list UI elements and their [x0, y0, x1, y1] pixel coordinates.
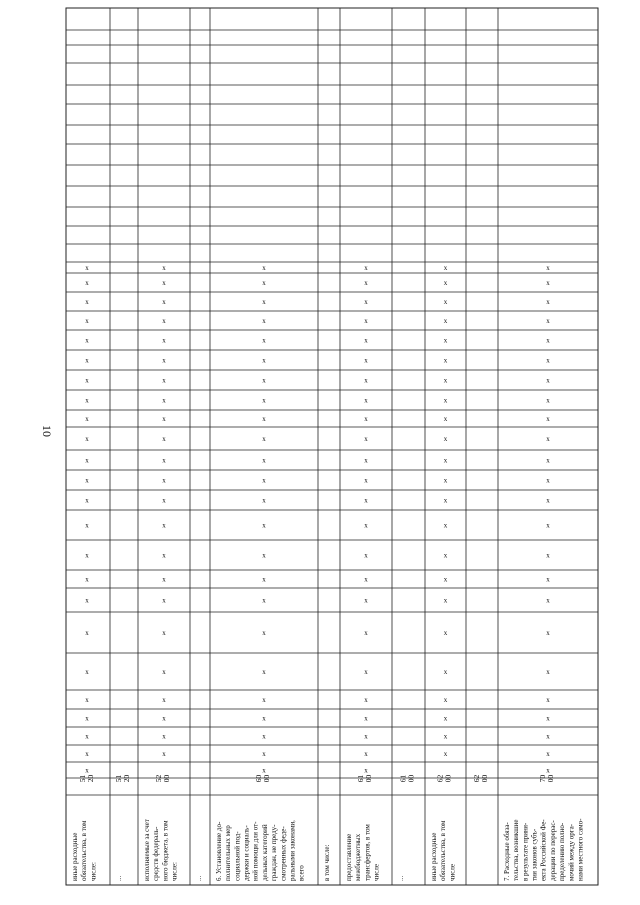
x-mark: x [364, 317, 368, 325]
row-label-line: иные расходные [429, 832, 438, 881]
row-label-line: средств федераль- [152, 826, 161, 881]
x-mark: x [364, 456, 368, 465]
row-label-line: социальной под- [233, 831, 242, 881]
x-mark: x [443, 496, 448, 505]
x-mark: x [443, 279, 448, 287]
x-mark: x [546, 356, 550, 365]
x-mark: x [85, 435, 89, 443]
row-code: 00 [364, 774, 373, 783]
row-label-line: 7. Расходные обяза- [502, 822, 511, 881]
row-label-line: мочий между орга- [567, 823, 576, 881]
row-label-line: обязательства, в том [439, 820, 448, 881]
x-mark: x [162, 264, 166, 272]
x-mark: x [364, 668, 368, 676]
row-label-line: ной помощи для от- [251, 821, 260, 881]
x-mark: x [262, 714, 266, 723]
x-mark: x [85, 264, 89, 272]
x-mark: x [364, 415, 368, 423]
row-label-line: екта Российской Фе- [539, 819, 548, 881]
row-code: 62 [472, 774, 481, 783]
row-code: 61 [356, 774, 365, 783]
row-code: 51 [78, 774, 87, 783]
x-mark: x [162, 696, 166, 704]
x-mark: x [546, 714, 550, 723]
x-mark: x [85, 521, 89, 530]
x-mark: x [162, 376, 166, 385]
x-mark: x [546, 732, 550, 741]
x-mark: x [364, 435, 368, 443]
x-mark: x [85, 336, 89, 345]
row-code: 61 [398, 774, 408, 783]
x-mark: x [262, 766, 266, 775]
x-mark: x [443, 476, 448, 485]
x-mark: x [262, 496, 266, 505]
x-mark: x [364, 396, 368, 405]
x-mark: x [443, 732, 448, 741]
x-mark: x [85, 732, 89, 741]
row-label-line: держки и социаль- [242, 825, 251, 881]
x-mark: x [262, 750, 266, 758]
x-mark: x [443, 696, 448, 704]
x-mark: x [364, 376, 368, 385]
row-label-line: исполняемые за счет [142, 819, 151, 881]
x-mark: x [546, 435, 550, 443]
x-mark: x [364, 298, 368, 306]
x-mark: x [162, 435, 166, 443]
x-mark: x [85, 551, 89, 560]
x-mark: x [443, 456, 448, 465]
row-label-line: обязательства, в том [80, 820, 89, 881]
row-code: 00 [443, 774, 453, 783]
x-mark: x [443, 264, 448, 272]
x-mark: x [262, 298, 266, 306]
x-mark: x [162, 596, 166, 605]
row-code: 00 [480, 774, 489, 783]
row-label-line: межбюджетных [354, 833, 363, 881]
x-mark: x [262, 456, 266, 465]
x-mark: x [162, 317, 166, 325]
x-mark: x [364, 521, 368, 530]
row-label-line: числе [372, 864, 381, 881]
x-mark: x [162, 356, 166, 365]
x-mark: x [546, 376, 550, 385]
x-mark: x [443, 714, 448, 723]
x-mark: x [85, 476, 89, 485]
x-mark: x [546, 279, 550, 287]
row-label-line: числе: [170, 862, 179, 881]
x-mark: x [162, 668, 166, 676]
x-mark: x [546, 521, 550, 530]
x-mark: x [262, 415, 266, 423]
x-mark: x [443, 336, 448, 345]
row-code: 00 [262, 774, 271, 783]
x-mark: x [162, 521, 166, 530]
x-mark: x [262, 336, 266, 345]
x-mark: x [85, 415, 89, 423]
row-label-line: ного бюджета, в том [161, 820, 170, 881]
x-mark: x [546, 456, 550, 465]
x-mark: x [364, 596, 368, 605]
x-mark: x [262, 668, 266, 676]
x-mark: x [443, 521, 448, 530]
x-mark: x [162, 336, 166, 345]
x-mark: x [262, 376, 266, 385]
x-mark: x [85, 298, 89, 306]
row-code: 20 [86, 774, 95, 783]
x-mark: x [546, 476, 550, 485]
x-mark: x [162, 575, 166, 584]
x-mark: x [262, 696, 266, 704]
row-code: 51 [114, 774, 123, 783]
x-mark: x [364, 714, 368, 723]
x-mark: x [162, 496, 166, 505]
x-mark: x [443, 629, 448, 637]
x-mark: x [262, 732, 266, 741]
row-label-line: дерации по перерас- [548, 820, 557, 881]
row-label-line: предоставление [344, 833, 353, 881]
x-mark: x [443, 750, 448, 758]
x-mark: x [443, 298, 448, 306]
row-label-line: числе: [89, 862, 98, 881]
x-mark: x [85, 714, 89, 723]
x-mark: x [443, 551, 448, 560]
x-mark: x [364, 356, 368, 365]
x-mark: x [85, 696, 89, 704]
x-mark: x [162, 396, 166, 405]
row-code: 00 [406, 774, 416, 783]
x-mark: x [443, 396, 448, 405]
x-mark: x [443, 376, 448, 385]
x-mark: x [262, 476, 266, 485]
x-mark: x [546, 766, 550, 775]
x-mark: x [85, 668, 89, 676]
row-label-line: граждан, не преду- [270, 824, 279, 881]
x-mark: x [546, 575, 550, 584]
x-mark: x [364, 696, 368, 704]
x-mark: x [443, 317, 448, 325]
x-mark: x [546, 750, 550, 758]
row-label-line: полнительных мер [224, 825, 233, 881]
x-mark: x [364, 551, 368, 560]
row-code: 62 [435, 774, 445, 783]
x-mark: x [162, 456, 166, 465]
x-mark: x [162, 551, 166, 560]
x-mark: x [85, 750, 89, 758]
x-mark: x [546, 264, 550, 272]
x-mark: x [546, 696, 550, 704]
x-mark: x [262, 396, 266, 405]
row-code: 70 [538, 774, 547, 783]
row-label-line: смотренных феде- [279, 826, 288, 881]
row-label-line: ... [396, 875, 405, 881]
row-label-line: 6. Установление до- [214, 821, 223, 881]
x-mark: x [85, 356, 89, 365]
row-label-line: всего [297, 865, 306, 881]
x-mark: x [162, 298, 166, 306]
row-label-line: ральными законами, [288, 820, 297, 881]
x-mark: x [262, 264, 266, 272]
x-mark: x [262, 575, 266, 584]
x-mark: x [262, 317, 266, 325]
x-mark: x [162, 750, 166, 758]
x-mark: x [162, 415, 166, 423]
x-mark: x [85, 317, 89, 325]
row-label-line: тия законов субъ- [530, 828, 539, 881]
x-mark: x [85, 575, 89, 584]
x-mark: x [546, 317, 550, 325]
x-mark: x [546, 415, 550, 423]
x-mark: x [364, 496, 368, 505]
page-number: 10 [40, 425, 54, 437]
row-label-line: пределению полно- [558, 822, 567, 881]
x-mark: x [443, 596, 448, 605]
x-mark: x [443, 575, 448, 584]
x-mark: x [443, 356, 448, 365]
x-mark: x [546, 496, 550, 505]
x-mark: x [262, 356, 266, 365]
x-mark: x [546, 629, 550, 637]
x-mark: x [262, 279, 266, 287]
row-code: 60 [254, 774, 263, 783]
row-label-line: числе [448, 864, 457, 881]
row-label-line: в том числе: [322, 844, 331, 881]
x-mark: x [546, 596, 550, 605]
row-label-line: в результате приня- [521, 822, 530, 881]
x-mark: x [262, 551, 266, 560]
x-mark: x [262, 629, 266, 637]
x-mark: x [162, 714, 166, 723]
x-mark: x [364, 476, 368, 485]
x-mark: x [443, 668, 448, 676]
row-label-line: дельных категорий [260, 824, 269, 881]
x-mark: x [546, 298, 550, 306]
x-mark: x [364, 279, 368, 287]
x-mark: x [364, 336, 368, 345]
x-mark: x [162, 476, 166, 485]
table-border [66, 8, 598, 885]
x-mark: x [85, 456, 89, 465]
x-mark: x [364, 629, 368, 637]
x-mark: x [162, 732, 166, 741]
x-mark: x [546, 668, 550, 676]
x-mark: x [364, 750, 368, 758]
row-label-line: тельства, возникшие [512, 819, 521, 881]
x-mark: x [162, 279, 166, 287]
x-mark: x [364, 766, 368, 775]
row-label-line: иные расходные [70, 832, 79, 881]
row-label-line: ... [194, 875, 203, 881]
row-label-line: нами местного само- [576, 818, 585, 881]
x-mark: x [85, 596, 89, 605]
row-code: 00 [162, 774, 171, 783]
x-mark: x [546, 396, 550, 405]
x-mark: x [85, 629, 89, 637]
x-mark: x [364, 732, 368, 741]
x-mark: x [85, 279, 89, 287]
x-mark: x [443, 415, 448, 423]
x-mark: x [364, 264, 368, 272]
row-label-line: ... [114, 875, 123, 881]
row-label-line: трансфертов, в том [363, 824, 372, 881]
x-mark: x [546, 551, 550, 560]
x-mark: x [262, 596, 266, 605]
x-mark: x [364, 575, 368, 584]
row-code: 00 [546, 774, 555, 783]
x-mark: x [443, 435, 448, 443]
x-mark: x [262, 521, 266, 530]
x-mark: x [85, 766, 89, 775]
x-mark: x [85, 496, 89, 505]
x-mark: x [85, 376, 89, 385]
x-mark: x [85, 396, 89, 405]
row-code: 20 [122, 774, 131, 783]
x-mark: x [262, 435, 266, 443]
row-code: 52 [154, 774, 163, 783]
x-mark: x [162, 629, 166, 637]
x-mark: x [546, 336, 550, 345]
